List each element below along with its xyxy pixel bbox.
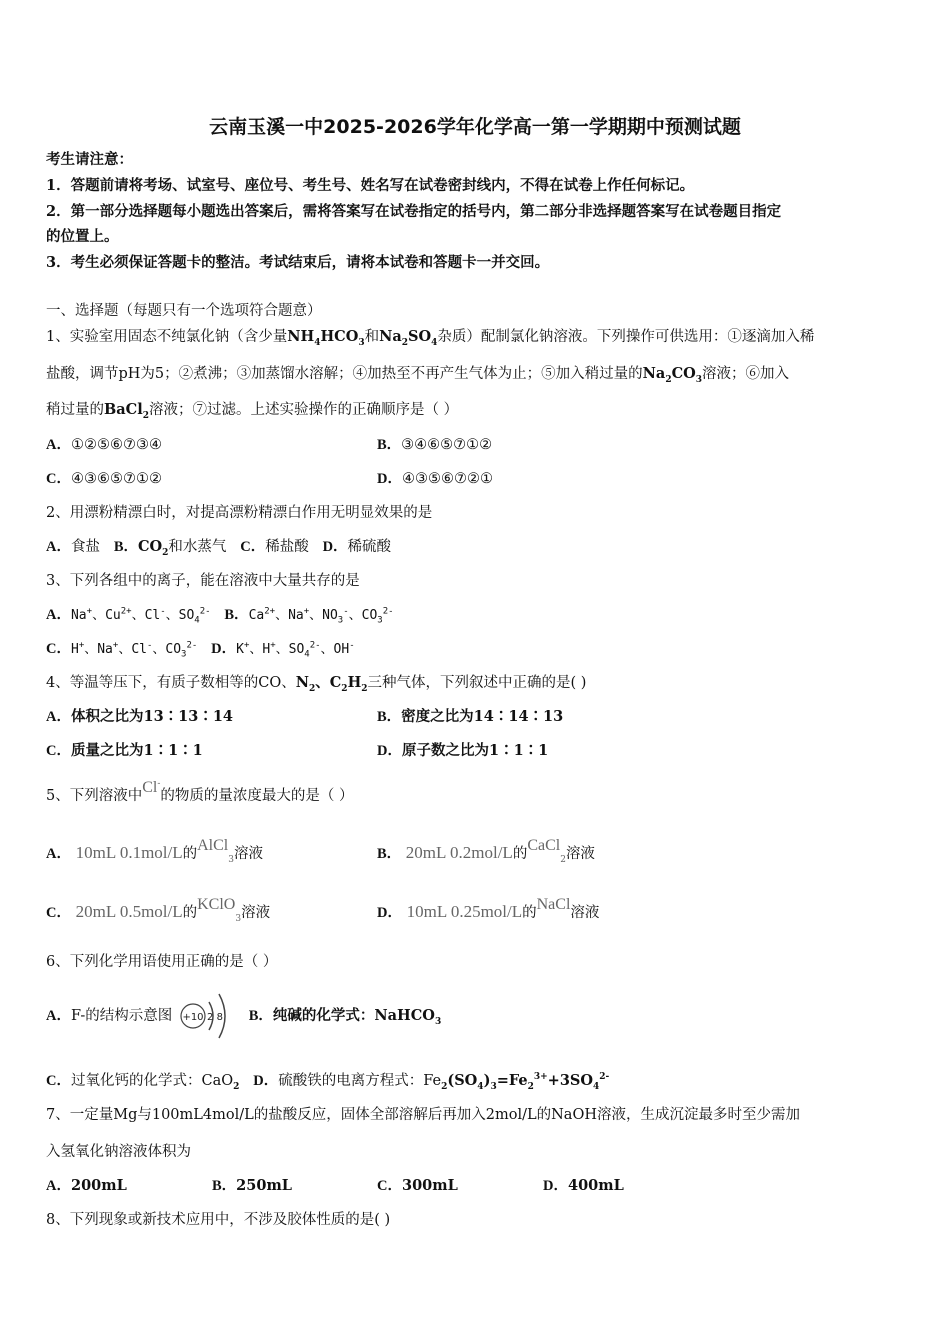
q5-option-d[interactable]: D． 10mL 0.25mol/L的NaCl溶液	[377, 896, 600, 921]
notice-item-1: 1．答题前请将考场、试室号、座位号、考生号、姓名写在试卷密封线内，不得在试卷上作任何标记。	[46, 177, 695, 194]
q1-option-b[interactable]: B．③④⑥⑤⑦①②	[377, 437, 493, 453]
notice-item-2-cont: 的位置上。	[46, 228, 119, 245]
q6-stem: 6、下列化学用语使用正确的是（ ）	[46, 954, 278, 970]
q1-line-3: 稍过量的BaCl$_2$溶液；⑦过滤。上述实验操作的正确顺序是（ ）	[46, 401, 459, 421]
q7-line-1: 7、一定量Mg与100mL4mol/L的盐酸反应，固体全部溶解后再加入2mol/L的NaOH溶液，生成沉淀最多时至少需加	[46, 1107, 800, 1123]
notice-item-2: 2．第一部分选择题每小题选出答案后，需将答案写在试卷指定的括号内，第二部分非选择题答案写在试卷题目指定	[46, 203, 782, 220]
q5-option-b[interactable]: B． 20mL 0.2mol/L的CaCl$_2$溶液	[377, 837, 595, 865]
q1-line-2: 盐酸，调节pH为5；②煮沸；③加蒸馏水溶解；④加热至不再产生气体为止；⑤加入稍过量的$Na_2CO_3$溶液；⑥加入	[46, 365, 790, 385]
fluoride-ion-structure-diagram	[177, 988, 235, 1044]
q1-option-d[interactable]: D．④③⑤⑥⑦②①	[377, 471, 493, 487]
notice-heading: 考生请注意：	[46, 151, 133, 168]
q6-options-cd[interactable]: C．过氧化钙的化学式：CaO$_2$ D．硫酸铁的电离方程式：$Fe_2(SO_4)_3=Fe_2^{3+}+3SO_4^{2-}$	[46, 1072, 610, 1092]
q3-options-cd[interactable]: C．H+、Na+、Cl-、$CO_3^{2-}$ D．K+、H+、$SO_4^{2-}$、OH-	[46, 640, 355, 660]
q7-option-b[interactable]: B．250mL	[212, 1177, 292, 1194]
q4-option-c[interactable]: C．质量之比为1∶1∶1	[46, 742, 203, 759]
q4-option-a[interactable]: A．体积之比为13∶13∶14	[46, 708, 234, 725]
page-title: 云南玉溪一中2025-2026学年化学高一第一学期期中预测试题	[209, 116, 741, 138]
q2-stem: 2、用漂粉精漂白时，对提高漂粉精漂白作用无明显效果的是	[46, 505, 433, 521]
q7-option-c[interactable]: C．300mL	[377, 1177, 458, 1194]
q4-stem: 4、等温等压下，有质子数相等的CO、$N_2$、$C_2H_2$三种气体，下列叙述中正确的是( )	[46, 674, 587, 694]
q4-option-d[interactable]: D．原子数之比为1∶1∶1	[377, 742, 549, 759]
notice-item-3: 3．考生必须保证答题卡的整洁。考试结束后，请将本试卷和答题卡一并交回。	[46, 254, 550, 271]
q5-stem: 5、下列溶液中Cl-的物质的量浓度最大的是（ ）	[46, 779, 354, 804]
q1-line-1: 1、实验室用固态不纯氯化钠（含少量$NH_4HCO_3$和$Na_2SO_4$杂质）配制氯化钠溶液。下列操作可供选用：①逐滴加入稀	[46, 328, 815, 348]
q7-option-a[interactable]: A．200mL	[46, 1177, 127, 1194]
nucleus-charge: +10	[182, 1012, 204, 1023]
q1-option-a[interactable]: A．①②⑤⑥⑦③④	[46, 437, 162, 453]
q2-options[interactable]: A．食盐 B．$CO_2$和水蒸气 C．稀盐酸 D．稀硫酸	[46, 538, 392, 558]
q5-option-a[interactable]: A． 10mL 0.1mol/L的AlCl$_3$溶液	[46, 837, 263, 865]
q7-option-d[interactable]: D．400mL	[543, 1177, 624, 1194]
q1-option-c[interactable]: C．④③⑥⑤⑦①②	[46, 471, 162, 487]
electron-shells: 2 8	[206, 1012, 223, 1023]
q8-stem: 8、下列现象或新技术应用中，不涉及胶体性质的是( )	[46, 1212, 391, 1228]
q3-options-ab[interactable]: A．Na+、$Cu^{2+}$、Cl-、$SO_4^{2-}$ B．$Ca^{2+}$、Na+、$NO_3^-$、$CO_3^{2-}$	[46, 606, 394, 626]
q3-stem: 3、下列各组中的离子，能在溶液中大量共存的是	[46, 573, 360, 589]
q7-line-2: 入氢氧化钠溶液体积为	[46, 1144, 191, 1160]
q6-options-ab[interactable]: A．F-的结构示意图 +10 2 8 B．纯碱的化学式：NaHCO$_3$	[46, 988, 441, 1044]
section-heading: 一、选择题（每题只有一个选项符合题意）	[46, 303, 322, 319]
q5-option-c[interactable]: C． 20mL 0.5mol/L的KClO$_3$溶液	[46, 896, 271, 924]
q4-option-b[interactable]: B．密度之比为14∶14∶13	[377, 708, 564, 725]
